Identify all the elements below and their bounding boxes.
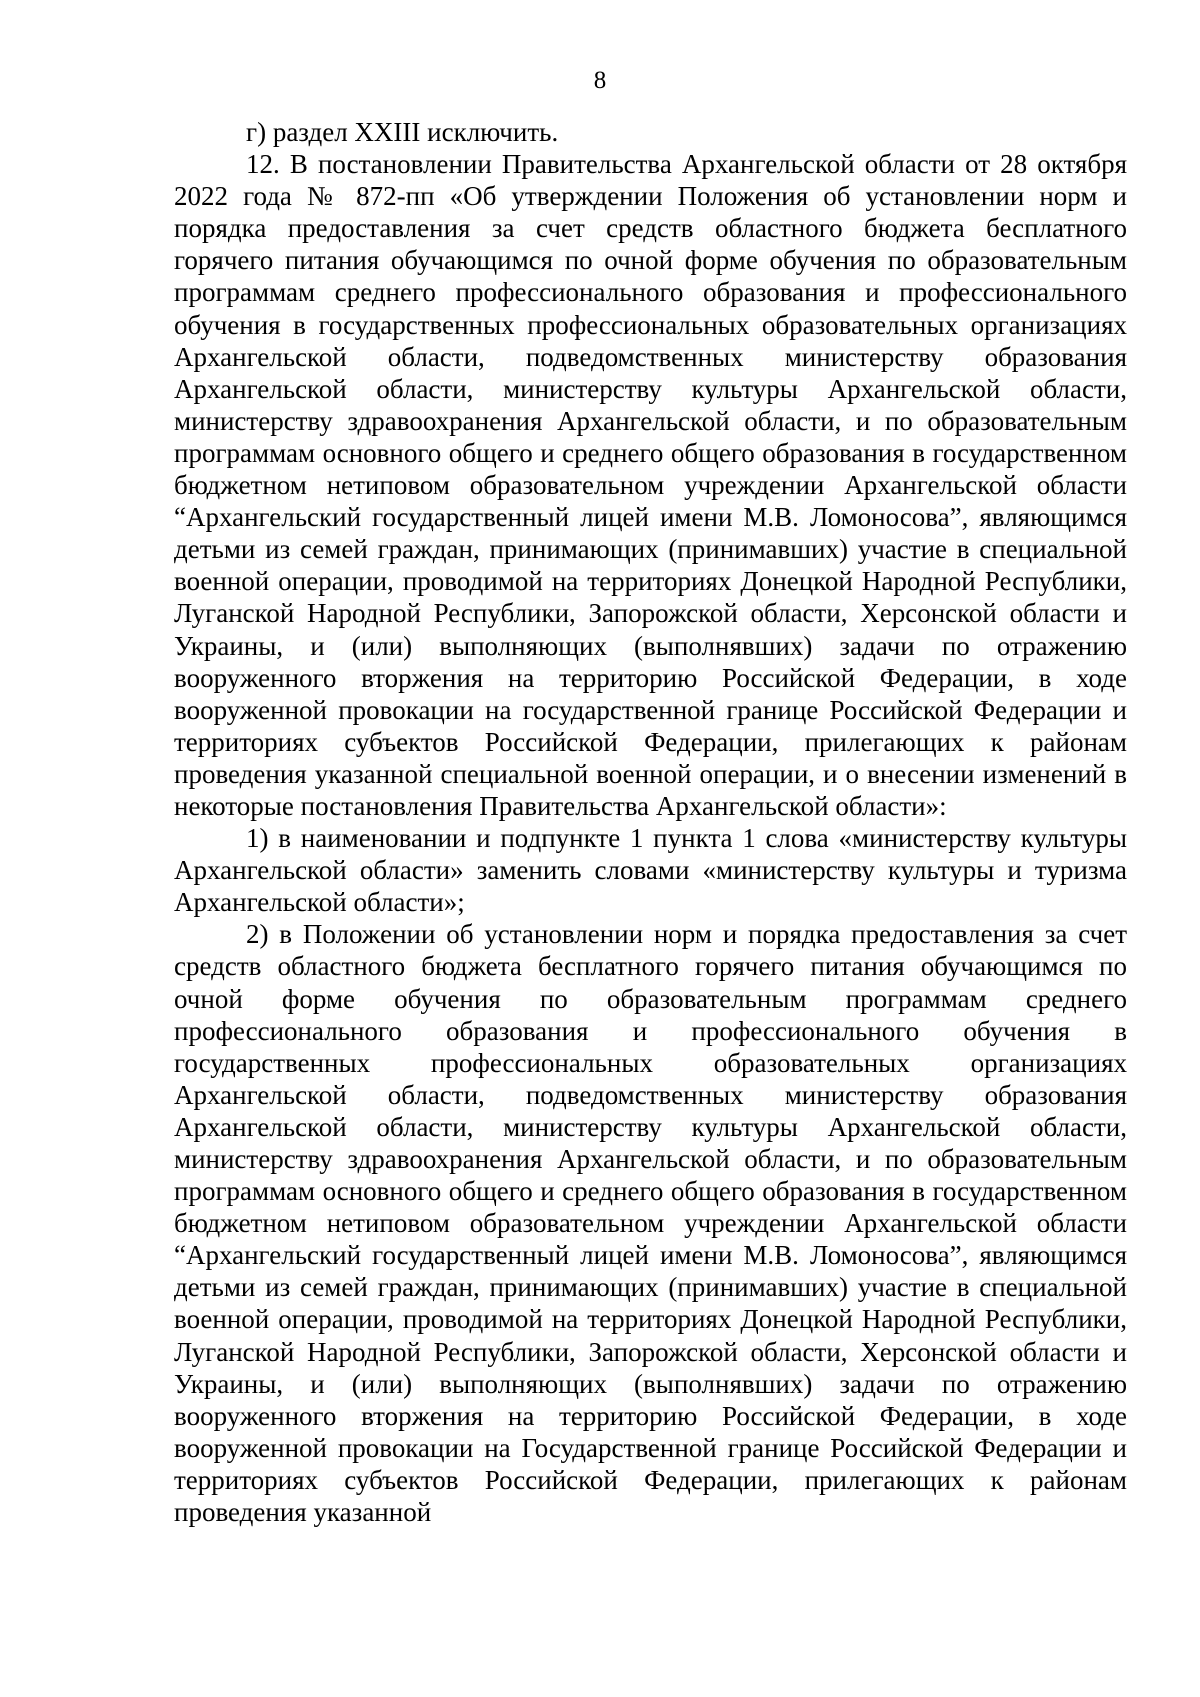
paragraph-subitem-g: г) раздел XXIII исключить. — [246, 117, 559, 147]
paragraph-subitem-1: 1) в наименовании и подпункте 1 пункта 1 слова «министерству культуры Архангельской области» заменить словами «министерству культуры и туризма Архангельской области»; — [174, 823, 1127, 918]
page-number: 8 — [593, 67, 607, 94]
paragraph-item-12: 12. В постановлении Правительства Архангельской области от 28 октября 2022 года № 872-пп «Об утверждении Положения об установлении норм и порядка предоставления за счет средств областного бюджета бесплатного горячего питания обучающимся по очной форме обучения по образовательным программам среднего профессионального образования и профессионального обучения в государственных профессиональных образовательных организациях Архангельской области, подведомственных министерству образования Архангельской области, министерству культуры Архангельской области, министерству здравоохранения Архангельской области, и по образовательным программам основного общего и среднего общего образования в государственном бюджетном нетиповом образовательном учреждении Архангельской области “Архангельский государственный лицей имени М.В. Ломоносова”, являющимся детьми из семей граждан, принимающих (принимавших) участие в специальной военной операции, проводимой на территориях Донецкой Народной Республики, Луганской Народной Республики, Запорожской области, Херсонской области и Украины, и (или) выполняющих (выполнявших) задачи по отражению вооруженного вторжения на территорию Российской Федерации, в ходе вооруженной провокации на государственной границе Российской Федерации и территориях субъектов Российской Федерации, прилегающих к районам проведения указанной специальной военной операции, и о внесении изменений в некоторые постановления Правительства Архангельской области»: — [174, 149, 1127, 821]
paragraph-subitem-2: 2) в Положении об установлении норм и порядка предоставления за счет средств областного бюджета бесплатного горячего питания обучающимся по очной форме обучения по образовательным программам среднего профессионального образования и профессионального обучения в государственных профессиональных образовательных организациях Архангельской области, подведомственных министерству образования Архангельской области, министерству культуры Архангельской области, министерству здравоохранения Архангельской области, и по образовательным программам основного общего и среднего общего образования в государственном бюджетном нетиповом образовательном учреждении Архангельской области “Архангельский государственный лицей имени М.В. Ломоносова”, являющимся детьми из семей граждан, принимающих (принимавших) участие в специальной военной операции, проводимой на территориях Донецкой Народной Республики, Луганской Народной Республики, Запорожской области, Херсонской области и Украины, и (или) выполняющих (выполнявших) задачи по отражению вооруженного вторжения на территорию Российской Федерации, в ходе вооруженной провокации на Государственной границе Российской Федерации и территориях субъектов Российской Федерации, прилегающих к районам проведения указанной — [174, 919, 1127, 1528]
document-body — [174, 116, 1127, 1528]
